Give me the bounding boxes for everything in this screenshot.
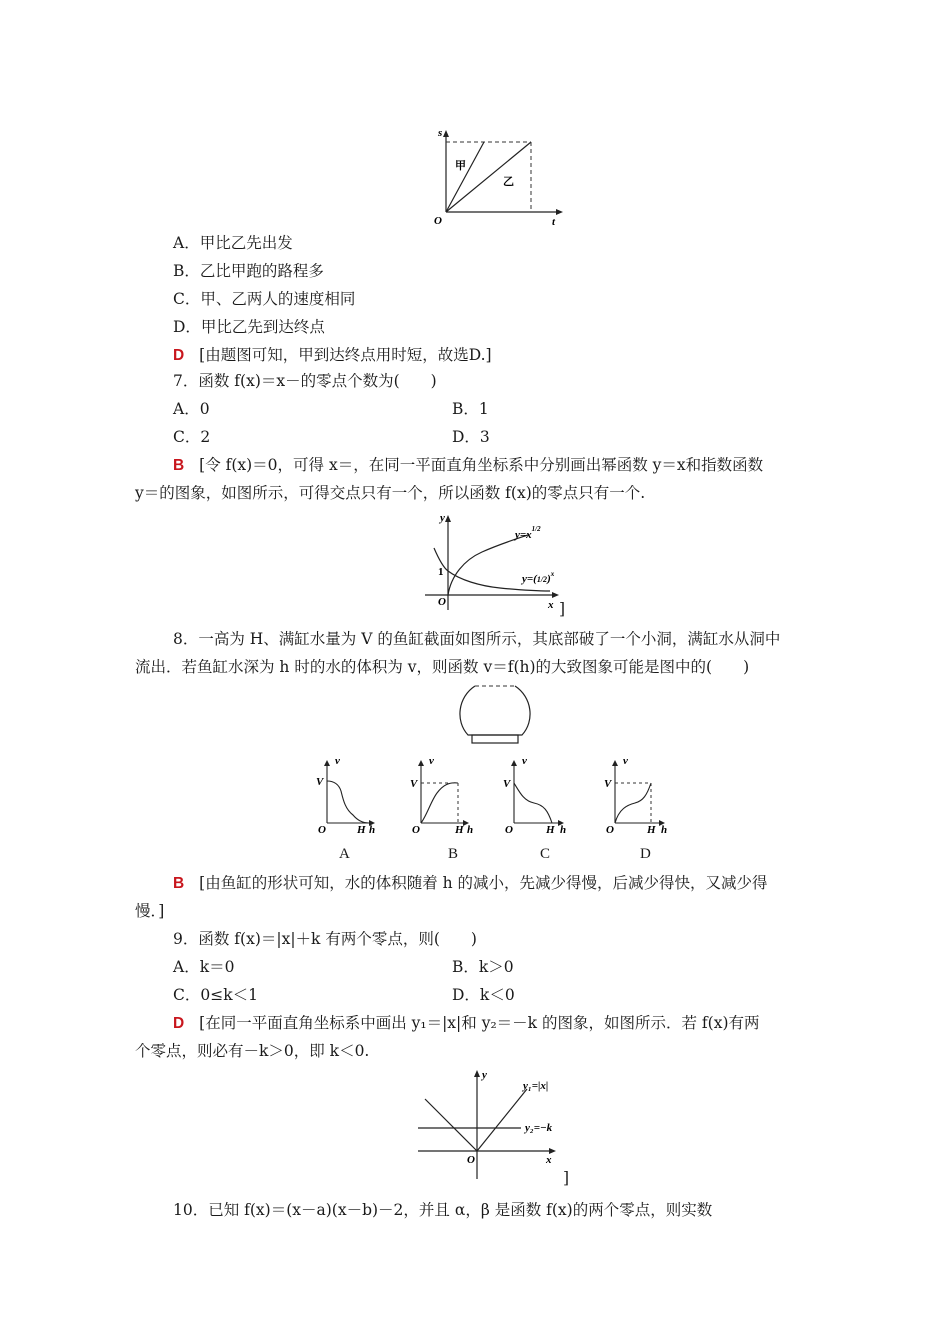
q6-answer: [173, 345, 492, 366]
q8-graph-a: [313, 757, 381, 835]
axis-y: y: [440, 512, 445, 524]
q8-explanation-line1: B [由鱼缸的形状可知，水的体积随着 h 的减小，先减少得慢，后减少得快，又减少得: [173, 874, 768, 892]
q10-stem: 10．已知 f(x)＝(x－a)(x－b)－2，并且 α，β 是函数 f(x)的两个零点，则实数: [173, 1201, 713, 1219]
svg-text:v: v: [522, 755, 527, 767]
svg-text:h: h: [369, 824, 376, 836]
svg-text:V: V: [503, 778, 511, 790]
fish-tank-diagram: [455, 683, 535, 748]
q9-explanation-line2: 个零点，则必有－k＞0，即 k＜0.: [135, 1042, 370, 1060]
q7-option-b: B．1: [452, 400, 489, 418]
axis-x: x: [546, 1154, 552, 1166]
svg-text:h: h: [560, 824, 567, 836]
q8-graph-c: [500, 757, 572, 835]
q7-explanation-line1: B [令 f(x)＝0，可得 x＝，在同一平面直角坐标系中分别画出幂函数 y＝x和指数函数: [173, 456, 764, 474]
q8-graph-d: [601, 757, 673, 835]
q7-stem: 7．函数 f(x)＝x－的零点个数为( ): [173, 372, 437, 390]
q8-choice-d: D: [640, 846, 651, 862]
q8-graph-b: [407, 757, 479, 835]
axis-s: s: [438, 127, 443, 139]
label-y1: y₁=|x|: [523, 1080, 549, 1092]
q9-closing-bracket: ]: [563, 1169, 570, 1187]
svg-text:v: v: [335, 755, 340, 767]
exp-label: $y=(1/2)^x$: [522, 570, 555, 585]
q9-answer-letter: D: [173, 1015, 185, 1032]
svg-text:H: H: [546, 824, 555, 836]
label-yi: 乙: [503, 176, 514, 188]
q6-explanation: [由题图可知，甲到达终点用时短，故选D.]: [199, 346, 492, 364]
label-y2: y₂=−k: [525, 1122, 553, 1134]
svg-text:O: O: [318, 824, 326, 836]
svg-text:H: H: [455, 824, 464, 836]
q7-closing-bracket: ]: [559, 600, 566, 618]
q9-explanation-line1: D [在同一平面直角坐标系中画出 y₁＝|x|和 y₂＝－k 的图象，如图所示．若 f(x)有两: [173, 1014, 760, 1032]
q6-option-c: C．甲、乙两人的速度相同: [173, 290, 356, 308]
power-label: $y=x^{1/2}$: [515, 525, 541, 541]
axis-t: t: [552, 216, 556, 228]
axis-y: y: [482, 1069, 487, 1081]
origin: O: [467, 1154, 475, 1166]
absolute-value-graph: [413, 1067, 588, 1182]
q7-option-c: C．2: [173, 428, 211, 446]
origin: O: [434, 215, 442, 227]
race-distance-time-graph: [425, 125, 570, 228]
power-exponential-graph: [420, 510, 570, 615]
svg-text:H: H: [357, 824, 366, 836]
q8-answer-letter: B: [173, 875, 185, 892]
q8-choice-b: B: [448, 846, 459, 862]
q6-answer-letter: D: [173, 347, 185, 364]
tick-1: 1: [438, 566, 444, 578]
q6-option-a: A．甲比乙先出发: [173, 234, 293, 252]
svg-text:V: V: [316, 776, 324, 788]
q7-option-d: D．3: [452, 428, 490, 446]
svg-text:v: v: [623, 755, 628, 767]
q7-option-a: A．0: [173, 400, 210, 418]
q8-explanation-line2: 慢．]: [135, 902, 165, 920]
q8-choice-a: A: [339, 846, 350, 862]
q9-stem: 9．函数 f(x)＝|x|＋k 有两个零点，则( ): [173, 930, 477, 948]
q9-option-c: C．0≤k＜1: [173, 986, 258, 1004]
origin: O: [438, 596, 446, 608]
q9-option-d: D．k＜0: [452, 986, 515, 1004]
svg-text:h: h: [661, 824, 668, 836]
q9-option-a: A．k＝0: [173, 958, 235, 976]
svg-text:O: O: [412, 824, 420, 836]
svg-text:O: O: [505, 824, 513, 836]
svg-text:h: h: [467, 824, 474, 836]
q8-stem-line2: 流出．若鱼缸水深为 h 时的水的体积为 v，则函数 v＝f(h)的大致图象可能是图中的( ): [135, 658, 750, 676]
q8-choice-c: C: [540, 846, 551, 862]
q8-stem-line1: 8．一高为 H、满缸水量为 V 的鱼缸截面如图所示，其底部破了一个小洞，满缸水从洞中: [173, 630, 781, 648]
svg-text:V: V: [410, 778, 418, 790]
axis-x: x: [548, 599, 554, 611]
q6-option-b: B．乙比甲跑的路程多: [173, 262, 324, 280]
svg-text:v: v: [429, 755, 434, 767]
q7-explanation-line2: y＝的图象，如图所示，可得交点只有一个，所以函数 f(x)的零点只有一个.: [135, 484, 646, 502]
svg-text:H: H: [647, 824, 656, 836]
label-jia: 甲: [455, 160, 466, 172]
svg-text:O: O: [606, 824, 614, 836]
svg-text:V: V: [604, 778, 612, 790]
q6-option-d: D．甲比乙先到达终点: [173, 318, 325, 336]
q7-answer-letter: B: [173, 457, 185, 474]
q9-option-b: B．k＞0: [452, 958, 514, 976]
